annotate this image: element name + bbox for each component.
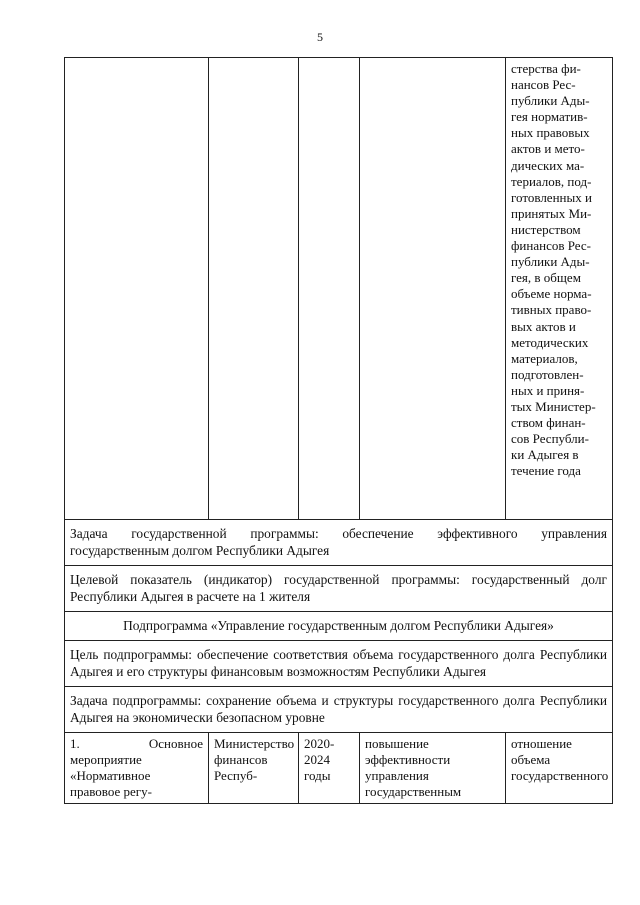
indicator-description-line: публики Ады-	[511, 254, 590, 270]
main-measure-row	[65, 733, 613, 804]
indicator-description-line: стерства фи-	[511, 61, 581, 76]
indicator-description-text	[511, 61, 607, 479]
empty-cell-1	[65, 58, 209, 520]
indicator-description-line: ки Адыгея в	[511, 447, 579, 463]
indicator-description-line: дических ма-	[511, 157, 585, 173]
indicator-description-line: ных правовых	[511, 125, 590, 141]
program-task-row: Задача государственной программы: обеспечение эффективного управления государственным долгом Республики Адыгея	[65, 520, 613, 566]
subprogram-title-row: Подпрограмма «Управление государственным долгом Республики Адыгея»	[65, 612, 613, 641]
indicator-description-line: териалов, под-	[511, 173, 592, 189]
indicator-description-line: нистерством	[511, 221, 581, 237]
indicator-description-line: публики Ады-	[511, 93, 590, 109]
responsible-cell: Министерство финансов Респуб-	[209, 733, 299, 804]
indicator-description-line: гея, в общем	[511, 270, 581, 286]
indicator-description-line: тивных право-	[511, 302, 592, 318]
indicator-description-line: материалов,	[511, 350, 578, 366]
indicator-description-line: гея норматив-	[511, 109, 588, 125]
page-number: 5	[317, 30, 323, 44]
indicator-description-line: нансов Рес-	[511, 77, 576, 93]
indicator-description-line: объеме норма-	[511, 286, 592, 302]
indicator-description-line: сов Республи-	[511, 431, 589, 447]
empty-cell-3	[299, 58, 360, 520]
measure-name-cell: 1. Основное мероприятие «Нормативное правовое регу-	[65, 733, 209, 804]
indicator-description-line: тых Министер-	[511, 398, 596, 414]
indicator-description-line: ных и приня-	[511, 382, 585, 398]
empty-cell-4	[360, 58, 506, 520]
period-cell: 2020-2024 годы	[299, 733, 360, 804]
indicator-description-line: методических	[511, 334, 589, 350]
subprogram-task-row: Задача подпрограммы: сохранение объема и структуры государственного долга Республики Адыгея на экономически безопасном уровне	[65, 687, 613, 733]
continued-row	[65, 58, 613, 520]
subprogram-goal-row: Цель подпрограммы: обеспечение соответствия объема государственного долга Республики Адыгея и его структуры финансовым возможностям Республики Адыгея	[65, 641, 613, 687]
indicator-description-line: готовленных и	[511, 189, 592, 205]
empty-cell-2	[209, 58, 299, 520]
indicator-description-line: актов и мето-	[511, 141, 585, 157]
indicator-description-line: финансов Рес-	[511, 238, 591, 254]
expected-result-cell: повышение эффективности управления государственным	[360, 733, 506, 804]
indicator-description-line: ством финан-	[511, 415, 586, 431]
indicator-description-cell	[506, 58, 613, 520]
indicator-cell: отношение объема государственного	[506, 733, 613, 804]
target-indicator-row: Целевой показатель (индикатор) государственной программы: государственный долг Республики Адыгея в расчете на 1 жителя	[65, 566, 613, 612]
program-table-fragment	[64, 57, 612, 804]
measures-table	[64, 57, 613, 804]
indicator-description-line: течение года	[511, 463, 581, 479]
indicator-description-line: подготовлен-	[511, 366, 584, 382]
indicator-description-line: принятых Ми-	[511, 205, 592, 221]
indicator-description-line: вых актов и	[511, 318, 576, 334]
